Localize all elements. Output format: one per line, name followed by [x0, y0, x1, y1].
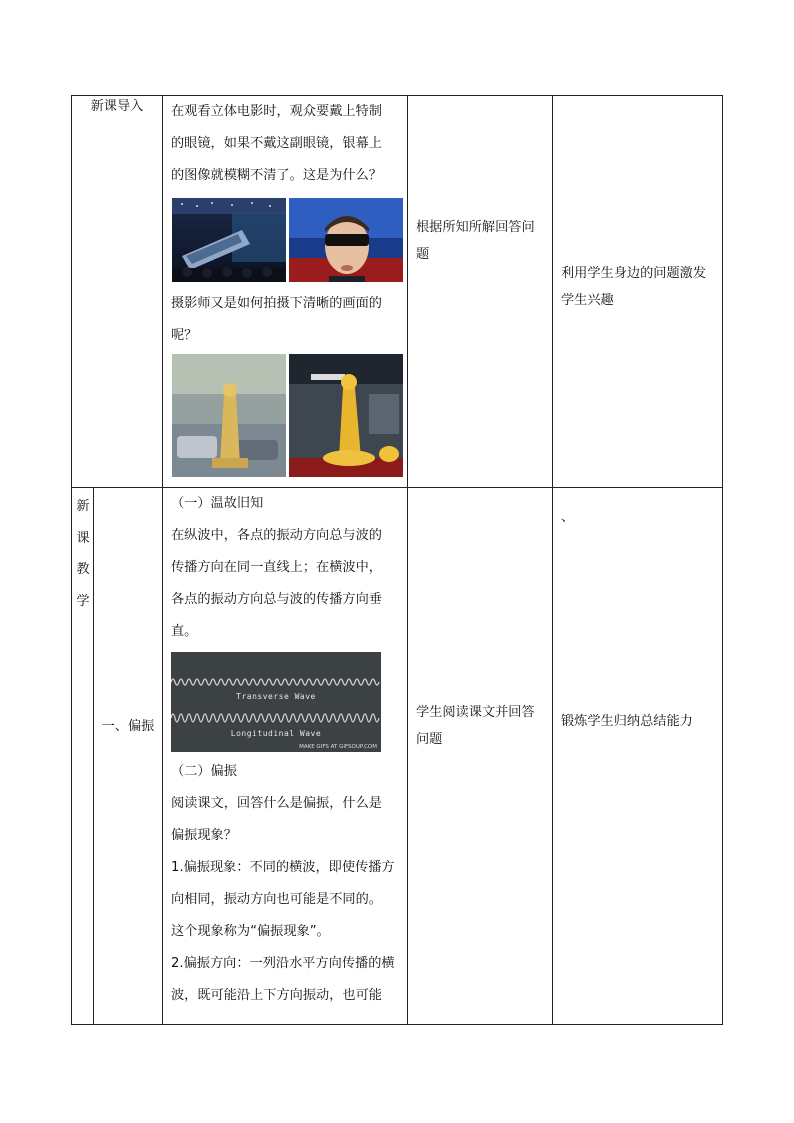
content-line: 波，既可能沿上下方向振动，也可能 — [171, 988, 382, 1003]
intent-mark: 、 — [561, 510, 575, 525]
content-line: 直。 — [171, 624, 198, 639]
content-line: 在纵波中，各点的振动方向总与波的 — [171, 528, 382, 543]
vertical-stage-label — [72, 488, 94, 1024]
statue-clear-image — [289, 354, 403, 477]
student-line: 学生阅读课文并回答 — [416, 704, 535, 720]
wave-label-bottom: Longitudinal Wave — [230, 729, 322, 738]
intent-line: 学生兴趣 — [561, 293, 614, 308]
lesson-plan-table — [71, 95, 723, 1025]
content-line: 阅读课文，回答什么是偏振，什么是 — [171, 796, 382, 811]
content-cell — [163, 488, 408, 1025]
design-intent-cell — [553, 488, 723, 1025]
vertical-char: 新 — [76, 499, 90, 514]
intent-line: 利用学生身边的问题激发 — [561, 266, 707, 281]
content-line: 摄影师又是如何拍摄下清晰的画面的 — [171, 296, 382, 311]
row-new-lesson — [72, 488, 723, 1025]
wave-credit: MAKE GIFS AT GIFSOUP.COM — [299, 744, 377, 750]
content-line: 呢？ — [171, 328, 198, 343]
content-cell — [163, 96, 408, 488]
vertical-char: 教 — [76, 562, 90, 577]
wave-label-top: Transverse Wave — [236, 692, 316, 701]
stage-cell — [72, 96, 163, 488]
intent-line: 锻炼学生归纳总结能力 — [561, 714, 693, 729]
3d-cinema-image — [172, 198, 286, 282]
section-label: 一、偏振 — [101, 718, 155, 734]
row-intro — [72, 96, 723, 488]
child-3d-glasses-image — [289, 198, 403, 282]
content-line: 的图像就模糊不清了。这是为什么？ — [171, 168, 382, 183]
student-activity-cell — [408, 488, 553, 1025]
content-line: 1.偏振现象：不同的横波，即使传播方 — [171, 860, 395, 875]
content-line: 向相同，振动方向也可能是不同的。 — [171, 892, 382, 907]
content-line: 的眼镜，如果不戴这副眼镜，银幕上 — [171, 136, 382, 151]
student-line: 问题 — [416, 731, 443, 747]
content-line: 这个现象称为“偏振现象”。 — [171, 924, 330, 939]
content-line: 2.偏振方向：一列沿水平方向传播的横 — [171, 956, 395, 971]
vertical-char: 课 — [76, 530, 90, 546]
content-line: 偏振现象？ — [171, 828, 237, 843]
student-line: 题 — [416, 247, 430, 262]
stage-cell — [72, 488, 163, 1025]
content-line: 各点的振动方向总与波的传播方向垂 — [171, 592, 382, 607]
content-line: 在观看立体电影时，观众要戴上特制 — [171, 104, 382, 119]
statue-reflection-image — [172, 354, 286, 477]
student-line: 根据所知所解回答问 — [416, 220, 535, 235]
content-heading: （一）温故旧知 — [171, 496, 264, 511]
wave-animation-image — [171, 652, 381, 752]
content-heading: （二）偏振 — [171, 764, 237, 779]
student-activity-cell — [408, 96, 553, 488]
vertical-char: 学 — [76, 593, 90, 609]
design-intent-cell — [553, 96, 723, 488]
content-line: 传播方向在同一直线上；在横波中， — [171, 560, 382, 575]
stage-label: 新课导入 — [90, 99, 144, 114]
